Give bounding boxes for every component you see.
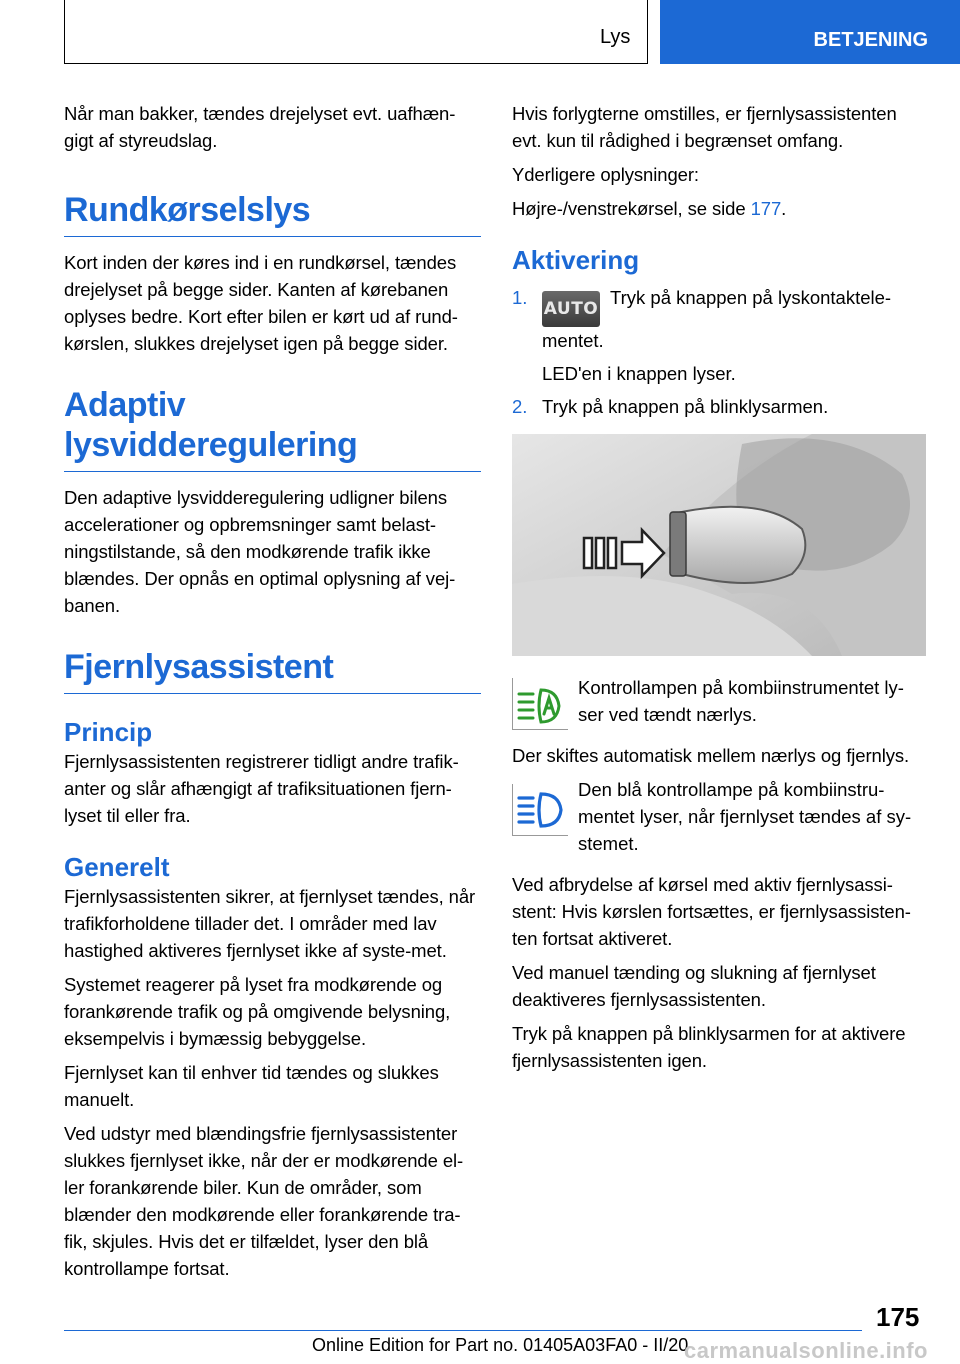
- heading-rundkorselslys: Rundkørselslys: [64, 190, 481, 237]
- header-frame: [64, 0, 648, 64]
- right-paragraph-4: Der skiftes automatisk mellem nærlys og fjernlys.: [512, 745, 910, 766]
- cross-reference-paragraph: [512, 195, 926, 222]
- header-section-title: Lys: [600, 26, 631, 48]
- step-2: [512, 393, 926, 420]
- cross-reference-text: Højre-/venstrekørsel, se side: [512, 198, 751, 219]
- right-paragraph-1: Hvis forlygterne omstilles, er fjernlysassistenten evt. kun til rådighed i begrænset omfang.: [512, 103, 897, 151]
- heading-fjernlysassistent: Fjernlysassistent: [64, 647, 481, 694]
- watermark-logo: carmanualsonline.info: [684, 1338, 928, 1363]
- high-beam-indicator-icon: [512, 784, 568, 836]
- right-paragraph-6: Ved manuel tænding og slukning af fjernlyset deaktiveres fjernlysassistenten.: [512, 962, 876, 1010]
- step-number: 2.: [512, 396, 528, 417]
- right-paragraph-7: Tryk på knappen på blinklysarmen for at aktivere fjernlysassistenten igen.: [512, 1023, 906, 1071]
- right-column: [512, 100, 926, 1081]
- generelt-paragraph-1: Fjernlysassistenten sikrer, at fjernlyset tændes, når trafikforholdene tillader det. I områder med lav hastighed aktiveres fjernlyset ikke af syste-met.: [64, 886, 476, 961]
- low-beam-indicator-text: Kontrollampen på kombiinstrumentet ly-ser ved tændt nærlys.: [578, 677, 904, 725]
- low-beam-indicator-row: [512, 674, 926, 728]
- heading-princip: Princip: [64, 717, 153, 747]
- footer-edition: Online Edition for Part no. 01405A03FA0 - II/20: [312, 1335, 689, 1355]
- step-text: Tryk på knappen på lyskontaktele-mentet.: [542, 287, 892, 351]
- step-1: [512, 284, 926, 387]
- rundkorsel-paragraph: Kort inden der køres ind i en rundkørsel, tændes drejelyset på begge sider. Kanten af kørebanen oplyses bedre. Kort efter bilen er kørt ud af rund-kørslen, slukkes drejelyset igen på begge sider.: [64, 252, 458, 354]
- activation-steps: [512, 284, 926, 420]
- header-chapter-tab[interactable]: BETJENING: [660, 0, 960, 64]
- right-paragraph-5: Ved afbrydelse af kørsel med aktiv fjernlysassi-stent: Hvis kørslen fortsættes, er fjernlysassisten-ten fortsat aktiveret.: [512, 874, 911, 949]
- intro-paragraph: Når man bakker, tændes drejelyset evt. uafhæn-gigt af styreudslag.: [64, 103, 456, 151]
- left-column: [64, 100, 481, 1289]
- low-beam-indicator-icon: [512, 678, 568, 730]
- page-link-177[interactable]: 177: [750, 198, 782, 219]
- adaptiv-paragraph: Den adaptive lysvidderegulering udligner bilens accelerationer og opbremsninger samt belast-ningstilstande, så den modkørende trafik ikke blændes. Der opnås en optimal oplysning af vej-banen.: [64, 487, 456, 616]
- princip-paragraph: Fjernlysassistenten registrerer tidligt andre trafik-anter og slår afhængigt af trafiksituationen fjern-lyset til eller fra.: [64, 751, 459, 826]
- generelt-paragraph-2: Systemet reagerer på lyset fra modkørende og forankørende trafik og på omgivende belysning, eksempelvis i bymæssig bebyggelse.: [64, 974, 451, 1049]
- heading-adaptiv: Adaptiv lysvidderegulering: [64, 385, 481, 472]
- page-number: 175: [876, 1302, 920, 1332]
- high-beam-indicator-row: [512, 776, 926, 857]
- step-note: LED'en i knappen lyser.: [542, 363, 736, 384]
- step-number: 1.: [512, 287, 528, 308]
- step-text: Tryk på knappen på blinklysarmen.: [542, 396, 829, 417]
- turn-signal-lever-illustration: [512, 434, 926, 656]
- high-beam-indicator-text: Den blå kontrollampe på kombiinstru-mentet lyser, når fjernlyset tændes af sy-stemet.: [578, 779, 912, 854]
- right-paragraph-2: Yderligere oplysninger:: [512, 164, 699, 185]
- cross-reference-end: .: [781, 198, 787, 219]
- heading-generelt: Generelt: [64, 852, 170, 882]
- heading-aktivering: Aktivering: [512, 245, 640, 275]
- generelt-paragraph-3: Fjernlyset kan til enhver tid tændes og slukkes manuelt.: [64, 1062, 439, 1110]
- footer-divider: [64, 1330, 862, 1331]
- lever-drawing-icon: [512, 434, 926, 656]
- generelt-paragraph-4: Ved udstyr med blændingsfrie fjernlysassistenter slukkes fjernlyset ikke, når der er modkørende el-ler forankørende biler. Kun de områder, som blænder den modkørende eller forankørende tra-fik, skjules. Hvis det er tilfældet, lyser den blå kontrollampe fortsat.: [64, 1123, 464, 1279]
- auto-button-icon: AUTO: [542, 291, 600, 327]
